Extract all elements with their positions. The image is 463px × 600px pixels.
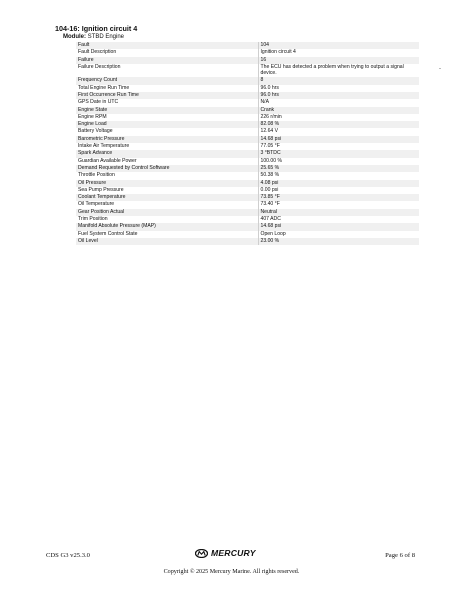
table-row <box>76 158 419 165</box>
row-key: Oil Level <box>76 238 258 245</box>
table-row <box>76 92 419 99</box>
row-value: 100.00 % <box>258 158 419 165</box>
table-row <box>76 223 419 230</box>
row-value: 73.85 °F <box>258 194 419 201</box>
row-key: Spark Advance <box>76 150 258 157</box>
row-value: 4.08 psi <box>258 180 419 187</box>
row-value: Neutral <box>258 209 419 216</box>
row-key: First Occurrence Run Time <box>76 92 258 99</box>
row-key: Trim Position <box>76 216 258 223</box>
mercury-logo <box>195 548 256 558</box>
table-row <box>76 201 419 208</box>
table-row <box>76 77 419 84</box>
row-key: Manifold Absolute Pressure (MAP) <box>76 223 258 230</box>
page-number: Page 6 of 8 <box>385 552 415 559</box>
table-row <box>76 49 419 56</box>
table-row <box>76 150 419 157</box>
row-key: Coolant Temperature <box>76 194 258 201</box>
table-row <box>76 42 419 49</box>
row-key: Guardian Available Power <box>76 158 258 165</box>
row-value: 14.68 psi <box>258 223 419 230</box>
row-value: 16 <box>258 57 419 64</box>
row-key: Failure Description <box>76 64 258 78</box>
row-value: Open Loop <box>258 231 419 238</box>
row-value: 23.00 % <box>258 238 419 245</box>
table-row <box>76 99 419 106</box>
row-value: 82.08 % <box>258 121 419 128</box>
row-key: Battery Voltage <box>76 128 258 135</box>
table-row <box>76 57 419 64</box>
module-value: STBD Engine <box>87 34 125 40</box>
table-row <box>76 231 419 238</box>
row-value: 3 °BTDC <box>258 150 419 157</box>
row-key: Engine RPM <box>76 114 258 121</box>
row-value: 50.38 % <box>258 172 419 179</box>
row-value: Ignition circuit 4 <box>258 49 419 56</box>
fault-title: 104-16: Ignition circuit 4 <box>55 24 138 33</box>
table-row <box>76 143 419 150</box>
row-value: 0.00 psi <box>258 187 419 194</box>
scan-speck <box>439 68 441 69</box>
fault-data-table <box>76 42 419 245</box>
table-row <box>76 165 419 172</box>
row-key: Gear Position Actual <box>76 209 258 216</box>
row-key: Total Engine Run Time <box>76 85 258 92</box>
row-key: Sea Pump Pressure <box>76 187 258 194</box>
row-key: Frequency Count <box>76 77 258 84</box>
table-row <box>76 194 419 201</box>
table-row <box>76 64 419 78</box>
table-row <box>76 114 419 121</box>
row-value: N/A <box>258 99 419 106</box>
row-value: 226 r/min <box>258 114 419 121</box>
table-row <box>76 180 419 187</box>
table-row <box>76 107 419 114</box>
row-key: Intake Air Temperature <box>76 143 258 150</box>
row-value: 25.65 % <box>258 165 419 172</box>
table-row <box>76 187 419 194</box>
row-key: Barometric Pressure <box>76 136 258 143</box>
row-value: 12.64 V <box>258 128 419 135</box>
table-row <box>76 172 419 179</box>
row-key: Fuel System Control State <box>76 231 258 238</box>
mercury-logo-icon <box>195 549 208 558</box>
table-row <box>76 238 419 245</box>
table-row <box>76 216 419 223</box>
row-value: Crank <box>258 107 419 114</box>
table-row <box>76 121 419 128</box>
row-key: Fault Description <box>76 49 258 56</box>
row-value: 77.05 °F <box>258 143 419 150</box>
software-version: CDS G3 v25.3.0 <box>46 552 90 559</box>
row-key: Demand Requested by Control Software <box>76 165 258 172</box>
table-row <box>76 85 419 92</box>
row-value: The ECU has detected a problem when trying to output a signal device. <box>258 64 419 78</box>
row-value: 8 <box>258 77 419 84</box>
table-row <box>76 136 419 143</box>
row-value: 104 <box>258 42 419 49</box>
row-key: Engine Load <box>76 121 258 128</box>
brand-name: MERCURY <box>211 548 256 558</box>
row-value: 407 ADC <box>258 216 419 223</box>
module-line <box>63 34 124 40</box>
row-key: Fault <box>76 42 258 49</box>
row-key: Oil Pressure <box>76 180 258 187</box>
row-value: 73.40 °F <box>258 201 419 208</box>
row-key: GPS Date in UTC <box>76 99 258 106</box>
row-value: 96.0 hrs <box>258 85 419 92</box>
row-value: 96.0 hrs <box>258 92 419 99</box>
row-value: 14.68 psi <box>258 136 419 143</box>
row-key: Failure <box>76 57 258 64</box>
copyright-notice: Copyright © 2025 Mercury Marine. All rights reserved. <box>163 569 300 575</box>
row-key: Engine State <box>76 107 258 114</box>
table-row <box>76 209 419 216</box>
table-row <box>76 128 419 135</box>
module-label: Module: <box>63 34 86 40</box>
row-key: Throttle Position <box>76 172 258 179</box>
row-key: Oil Temperature <box>76 201 258 208</box>
